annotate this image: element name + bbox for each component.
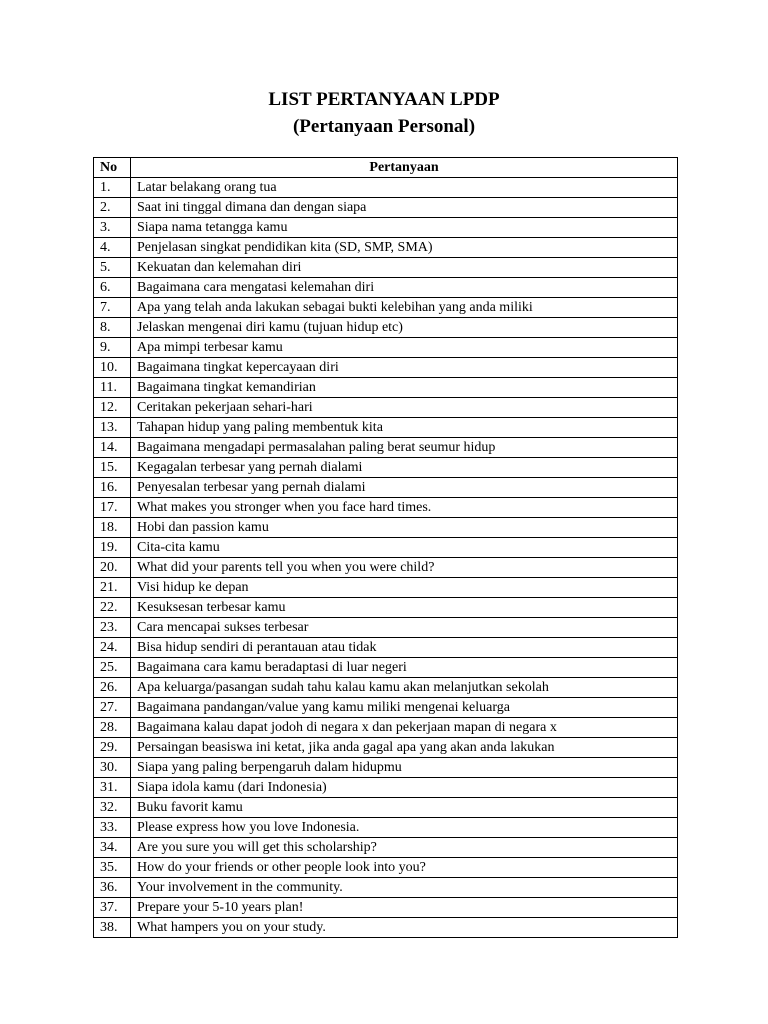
- row-question: Saat ini tinggal dimana dan dengan siapa: [131, 198, 678, 218]
- row-number: 38.: [94, 918, 131, 938]
- table-row: [94, 838, 678, 858]
- row-number: 5.: [94, 258, 131, 278]
- row-question: What hampers you on your study.: [131, 918, 678, 938]
- row-number: 30.: [94, 758, 131, 778]
- row-number: 22.: [94, 598, 131, 618]
- row-number: 21.: [94, 578, 131, 598]
- row-number: 36.: [94, 878, 131, 898]
- table-row: [94, 178, 678, 198]
- table-row: [94, 858, 678, 878]
- row-question: Siapa yang paling berpengaruh dalam hidupmu: [131, 758, 678, 778]
- table-row: [94, 618, 678, 638]
- row-question: Visi hidup ke depan: [131, 578, 678, 598]
- row-question: Cara mencapai sukses terbesar: [131, 618, 678, 638]
- row-question: Siapa idola kamu (dari Indonesia): [131, 778, 678, 798]
- row-question: Bisa hidup sendiri di perantauan atau tidak: [131, 638, 678, 658]
- row-number: 24.: [94, 638, 131, 658]
- table-row: [94, 378, 678, 398]
- row-number: 37.: [94, 898, 131, 918]
- row-question: Buku favorit kamu: [131, 798, 678, 818]
- row-question: Latar belakang orang tua: [131, 178, 678, 198]
- table-row: [94, 298, 678, 318]
- row-number: 3.: [94, 218, 131, 238]
- row-question: Kekuatan dan kelemahan diri: [131, 258, 678, 278]
- row-number: 26.: [94, 678, 131, 698]
- table-header-row: [94, 158, 678, 178]
- row-question: Penyesalan terbesar yang pernah dialami: [131, 478, 678, 498]
- table-row: [94, 338, 678, 358]
- row-question: Prepare your 5-10 years plan!: [131, 898, 678, 918]
- row-question: Jelaskan mengenai diri kamu (tujuan hidup etc): [131, 318, 678, 338]
- table-row: [94, 658, 678, 678]
- row-number: 33.: [94, 818, 131, 838]
- questions-table: [93, 157, 678, 938]
- row-number: 1.: [94, 178, 131, 198]
- row-number: 32.: [94, 798, 131, 818]
- table-row: [94, 438, 678, 458]
- table-row: [94, 678, 678, 698]
- row-question: Persaingan beasiswa ini ketat, jika anda gagal apa yang akan anda lakukan: [131, 738, 678, 758]
- table-row: [94, 538, 678, 558]
- table-row: [94, 918, 678, 938]
- row-question: What did your parents tell you when you were child?: [131, 558, 678, 578]
- row-number: 34.: [94, 838, 131, 858]
- document-title: LIST PERTANYAAN LPDP: [268, 89, 500, 110]
- row-question: Bagaimana mengadapi permasalahan paling berat seumur hidup: [131, 438, 678, 458]
- table-row: [94, 898, 678, 918]
- row-question: Bagaimana cara mengatasi kelemahan diri: [131, 278, 678, 298]
- row-number: 20.: [94, 558, 131, 578]
- row-number: 13.: [94, 418, 131, 438]
- row-number: 2.: [94, 198, 131, 218]
- row-number: 12.: [94, 398, 131, 418]
- table-row: [94, 458, 678, 478]
- row-question: Kegagalan terbesar yang pernah dialami: [131, 458, 678, 478]
- row-number: 19.: [94, 538, 131, 558]
- row-question: Please express how you love Indonesia.: [131, 818, 678, 838]
- row-number: 16.: [94, 478, 131, 498]
- row-question: Apa yang telah anda lakukan sebagai bukti kelebihan yang anda miliki: [131, 298, 678, 318]
- row-number: 25.: [94, 658, 131, 678]
- row-number: 23.: [94, 618, 131, 638]
- row-number: 8.: [94, 318, 131, 338]
- row-question: Penjelasan singkat pendidikan kita (SD, SMP, SMA): [131, 238, 678, 258]
- table-row: [94, 558, 678, 578]
- row-number: 7.: [94, 298, 131, 318]
- row-number: 9.: [94, 338, 131, 358]
- table-row: [94, 418, 678, 438]
- table-row: [94, 758, 678, 778]
- table-row: [94, 718, 678, 738]
- table-row: [94, 478, 678, 498]
- row-number: 17.: [94, 498, 131, 518]
- row-question: Siapa nama tetangga kamu: [131, 218, 678, 238]
- table-row: [94, 818, 678, 838]
- row-number: 35.: [94, 858, 131, 878]
- table-row: [94, 518, 678, 538]
- row-question: How do your friends or other people look into you?: [131, 858, 678, 878]
- row-number: 14.: [94, 438, 131, 458]
- table-row: [94, 498, 678, 518]
- row-number: 6.: [94, 278, 131, 298]
- table-row: [94, 218, 678, 238]
- table-row: [94, 358, 678, 378]
- row-question: Apa mimpi terbesar kamu: [131, 338, 678, 358]
- table-row: [94, 258, 678, 278]
- row-question: What makes you stronger when you face hard times.: [131, 498, 678, 518]
- row-number: 29.: [94, 738, 131, 758]
- table-body: [94, 178, 678, 938]
- row-number: 18.: [94, 518, 131, 538]
- table-row: [94, 578, 678, 598]
- row-question: Bagaimana tingkat kepercayaan diri: [131, 358, 678, 378]
- row-question: Cita-cita kamu: [131, 538, 678, 558]
- table-row: [94, 778, 678, 798]
- table-row: [94, 238, 678, 258]
- row-question: Hobi dan passion kamu: [131, 518, 678, 538]
- table-row: [94, 738, 678, 758]
- table-row: [94, 598, 678, 618]
- table-row: [94, 798, 678, 818]
- row-number: 15.: [94, 458, 131, 478]
- row-question: Bagaimana tingkat kemandirian: [131, 378, 678, 398]
- row-question: Bagaimana pandangan/value yang kamu miliki mengenai keluarga: [131, 698, 678, 718]
- table-row: [94, 198, 678, 218]
- table-row: [94, 278, 678, 298]
- row-number: 27.: [94, 698, 131, 718]
- row-question: Ceritakan pekerjaan sehari-hari: [131, 398, 678, 418]
- table-row: [94, 878, 678, 898]
- row-number: 4.: [94, 238, 131, 258]
- table-row: [94, 698, 678, 718]
- row-question: Bagaimana kalau dapat jodoh di negara x dan pekerjaan mapan di negara x: [131, 718, 678, 738]
- row-question: Tahapan hidup yang paling membentuk kita: [131, 418, 678, 438]
- document-subtitle: (Pertanyaan Personal): [292, 116, 476, 137]
- row-question: Are you sure you will get this scholarship?: [131, 838, 678, 858]
- table-row: [94, 398, 678, 418]
- row-number: 11.: [94, 378, 131, 398]
- row-question: Apa keluarga/pasangan sudah tahu kalau kamu akan melanjutkan sekolah: [131, 678, 678, 698]
- row-question: Bagaimana cara kamu beradaptasi di luar negeri: [131, 658, 678, 678]
- row-number: 31.: [94, 778, 131, 798]
- header-no: No: [94, 158, 131, 178]
- row-question: Your involvement in the community.: [131, 878, 678, 898]
- row-number: 10.: [94, 358, 131, 378]
- header-question: Pertanyaan: [131, 158, 678, 178]
- table-row: [94, 638, 678, 658]
- table-row: [94, 318, 678, 338]
- row-question: Kesuksesan terbesar kamu: [131, 598, 678, 618]
- row-number: 28.: [94, 718, 131, 738]
